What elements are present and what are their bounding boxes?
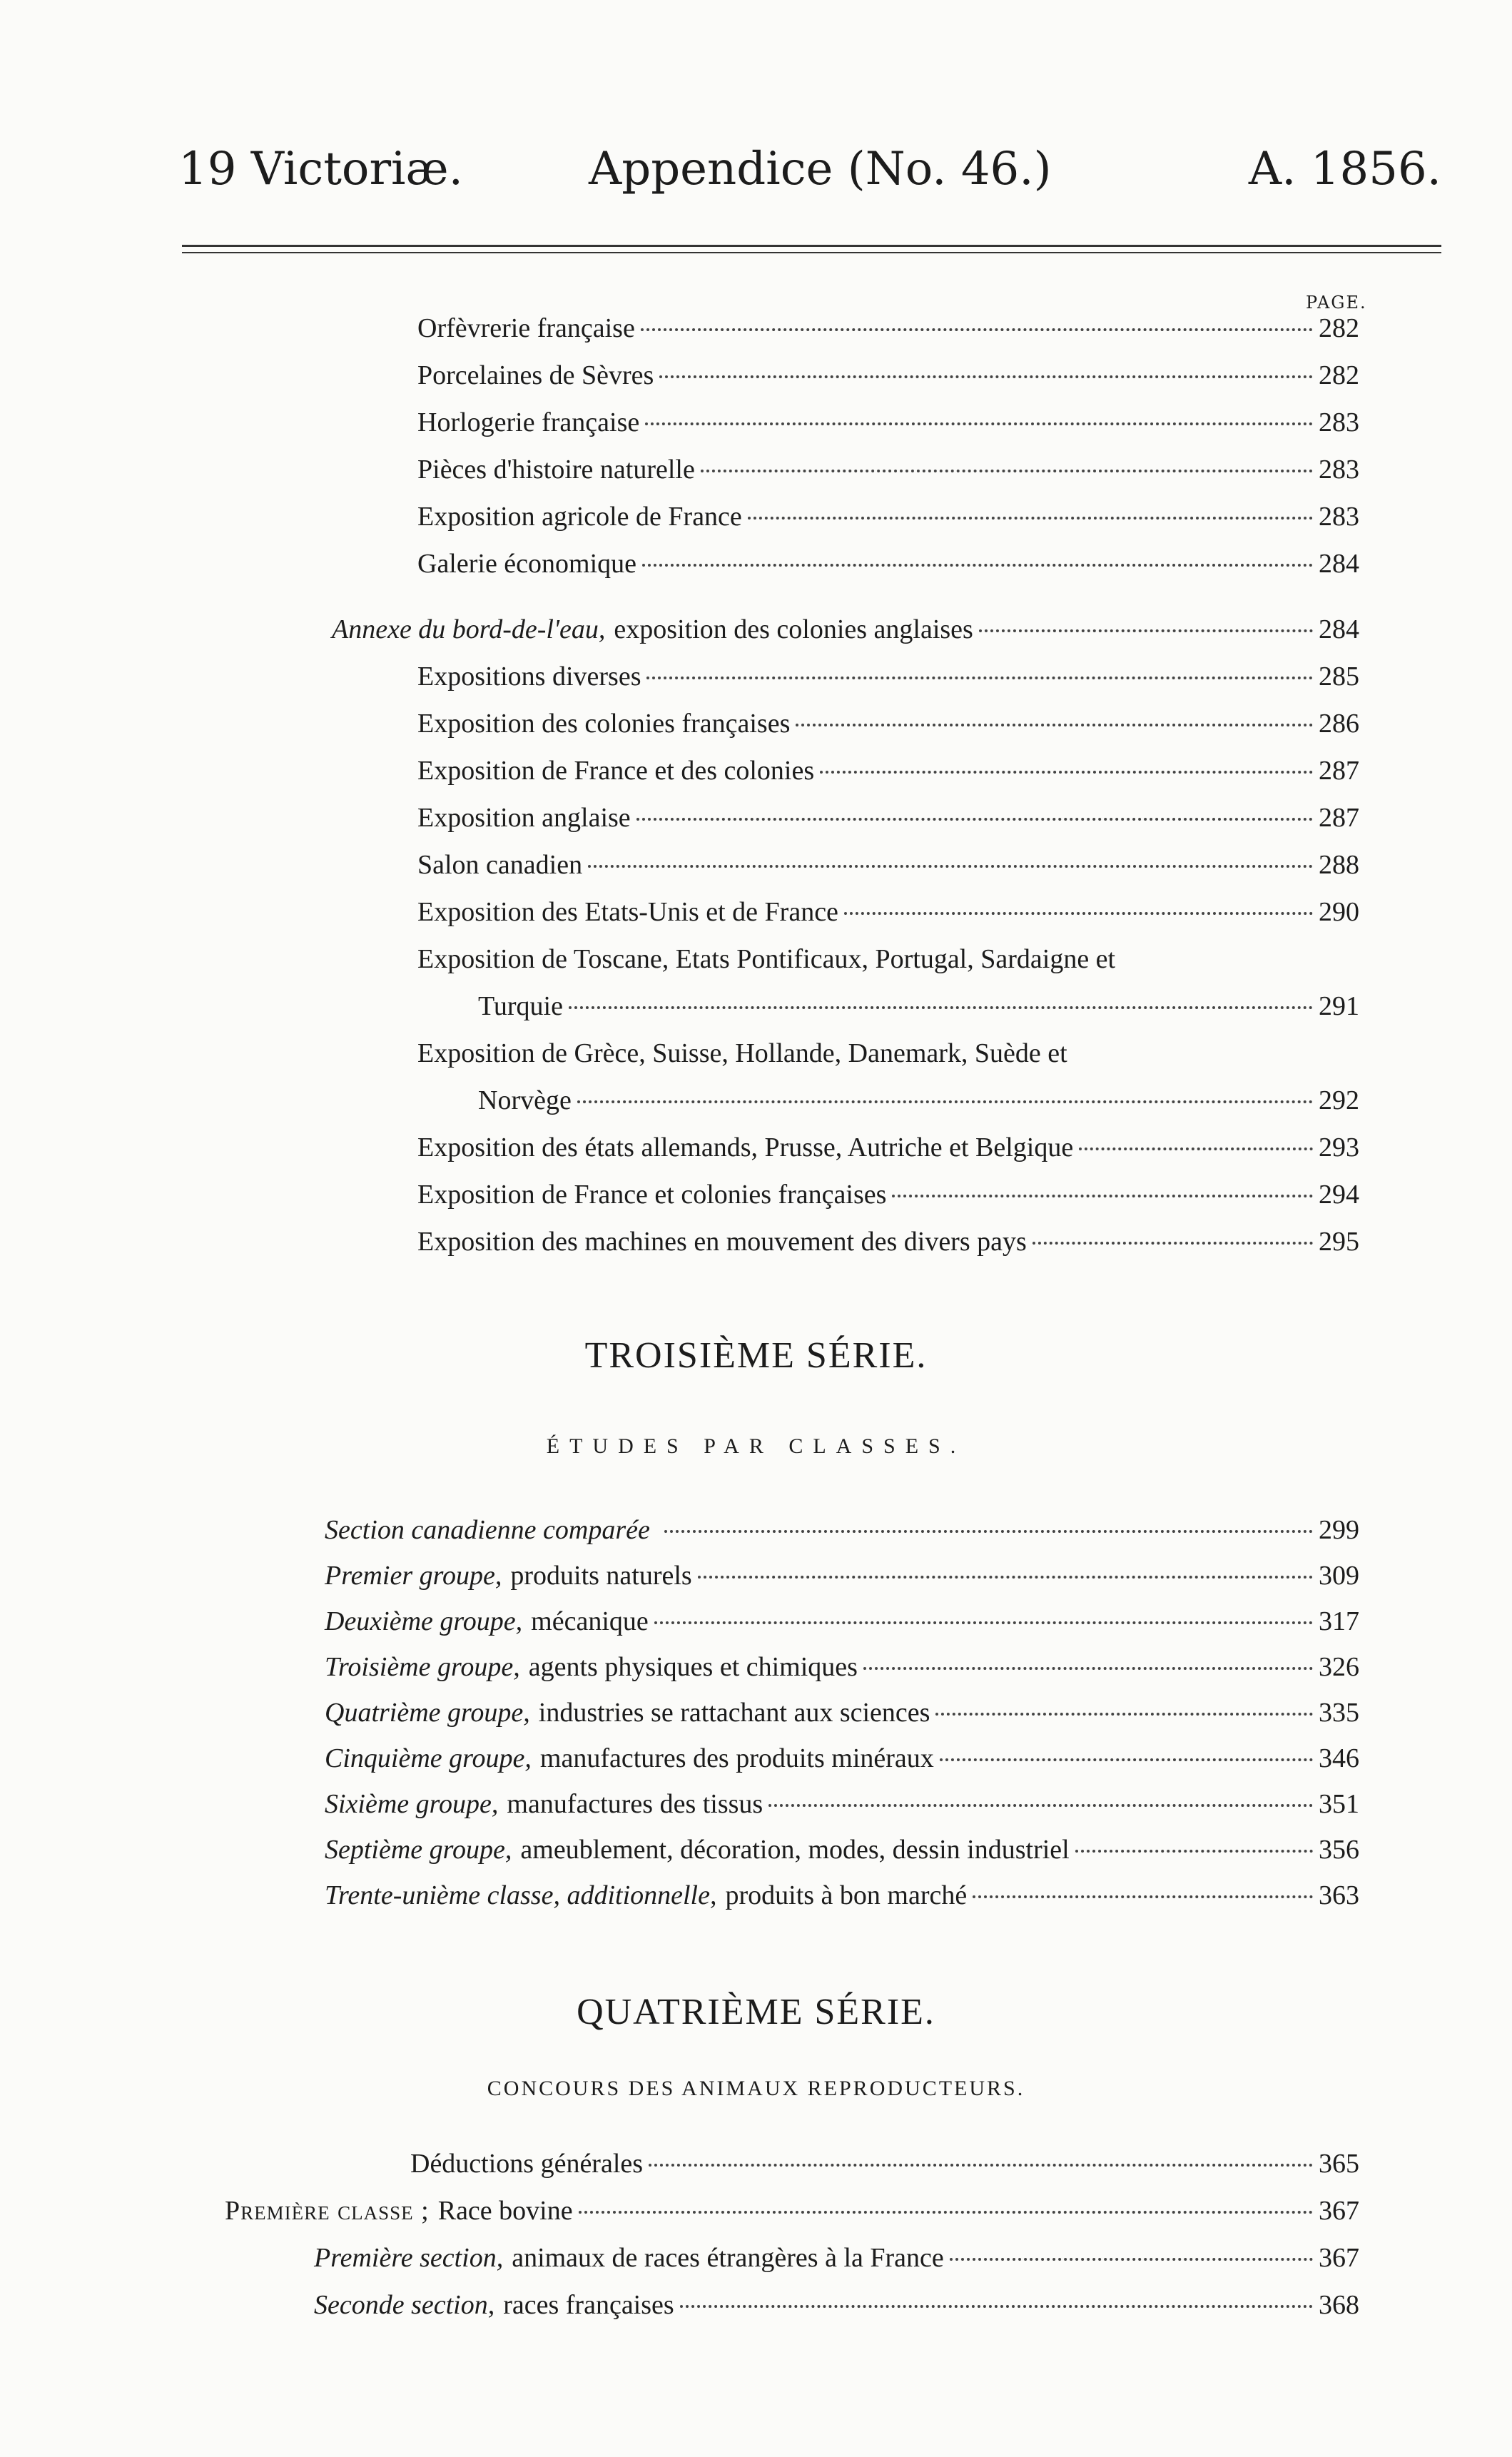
toc-entry <box>417 802 1359 848</box>
dot-leader <box>1075 1850 1313 1853</box>
toc-entry-italic: Seconde section, <box>314 2290 495 2320</box>
toc-entry-text: produits naturels <box>510 1561 692 1591</box>
toc-entry <box>417 501 1359 547</box>
toc-page-number: 367 <box>1319 2243 1359 2273</box>
toc-entry-line2 <box>478 991 1359 1036</box>
toc-entry-text: Expositions diverses <box>417 662 641 691</box>
running-header <box>178 143 1441 214</box>
section-title-troisieme: TROISIÈME SÉRIE. <box>584 1335 928 1376</box>
toc-entry-italic: Première section, <box>314 2243 504 2273</box>
toc-entry-line1: Exposition de Toscane, Etats Pontificaux, Portugal, Sardaigne et <box>417 944 1116 974</box>
toc-entry-italic: Quatrième groupe, <box>325 1698 530 1728</box>
toc-entry <box>325 1514 1359 1560</box>
toc-entry-text: manufactures des produits minéraux <box>539 1743 934 1773</box>
toc-entry <box>325 1560 1359 1606</box>
toc-entry <box>410 2148 1359 2194</box>
dot-leader <box>579 2211 1313 2214</box>
dot-leader <box>664 1530 1313 1533</box>
toc-entry-text: mécanique <box>531 1606 649 1636</box>
toc-entry <box>417 360 1359 405</box>
toc-page-number: 368 <box>1319 2290 1359 2320</box>
toc-entry-text: Exposition des Etats-Unis et de France <box>417 897 838 927</box>
dot-leader <box>577 1100 1313 1103</box>
dot-leader <box>701 470 1313 472</box>
dot-leader <box>569 1006 1313 1009</box>
toc-entry-italic: Cinquième groupe, <box>325 1743 532 1773</box>
toc-page-number: 309 <box>1319 1561 1359 1591</box>
toc-entry <box>417 755 1359 801</box>
toc-page-number: 283 <box>1319 407 1359 437</box>
dot-leader <box>642 564 1313 567</box>
toc-entry <box>325 1788 1359 1834</box>
toc-page-number: 363 <box>1319 1880 1359 1910</box>
dot-leader <box>680 2305 1313 2308</box>
header-rule <box>182 245 1441 247</box>
toc-page-number: 287 <box>1319 803 1359 833</box>
dot-leader <box>649 2164 1313 2167</box>
toc-entry-text: races françaises <box>503 2290 674 2320</box>
toc-entry-text: agents physiques et chimiques <box>528 1652 858 1682</box>
toc-page-number: 295 <box>1319 1227 1359 1257</box>
toc-entry <box>417 708 1359 754</box>
toc-entry <box>417 1132 1359 1177</box>
toc-page-number: 282 <box>1319 313 1359 343</box>
toc-entry <box>417 661 1359 706</box>
dot-leader <box>820 771 1313 774</box>
toc-entry-text: Exposition agricole de France <box>417 502 742 532</box>
toc-page-number: 286 <box>1319 709 1359 739</box>
dot-leader <box>645 422 1313 425</box>
dot-leader <box>863 1667 1313 1670</box>
toc-entry-line2 <box>478 1085 1359 1130</box>
toc-entry <box>325 1697 1359 1743</box>
toc-entry-italic: Sixième groupe, <box>325 1789 499 1819</box>
dot-leader <box>748 517 1313 520</box>
toc-entry-italic: Section canadienne comparée <box>325 1515 650 1545</box>
toc-entry-text: ameublement, décoration, modes, dessin industriel <box>520 1835 1070 1865</box>
toc-page-number: 293 <box>1319 1133 1359 1162</box>
toc-entry <box>325 1606 1359 1651</box>
toc-entry-text: Porcelaines de Sèvres <box>417 360 654 390</box>
toc-entry <box>325 1880 1359 1925</box>
header-year: A. 1856. <box>1248 143 1441 196</box>
section-subtitle-troisieme: ÉTUDES PAR CLASSES. <box>546 1434 966 1458</box>
dot-leader <box>636 818 1313 821</box>
toc-page-number: 346 <box>1319 1743 1359 1773</box>
dot-leader <box>973 1895 1313 1898</box>
dot-leader <box>935 1713 1313 1716</box>
dot-leader <box>950 2258 1313 2261</box>
toc-entry <box>325 1834 1359 1880</box>
toc-entry-text: Déductions générales <box>410 2149 644 2179</box>
toc-entry-smallcaps: Première classe ; <box>225 2196 430 2226</box>
toc-entry-text: Race bovine <box>437 2196 573 2226</box>
toc-entry-class <box>225 2195 1359 2241</box>
toc-page-number: 351 <box>1319 1789 1359 1819</box>
toc-page-number: 326 <box>1319 1652 1359 1682</box>
dot-leader <box>892 1195 1313 1197</box>
toc-entry <box>417 1226 1359 1272</box>
dot-leader <box>979 629 1313 632</box>
toc-entry-annexe <box>332 614 1359 659</box>
dot-leader <box>659 375 1313 378</box>
dot-leader <box>654 1621 1313 1624</box>
toc-entry-text: Exposition de France et des colonies <box>417 756 815 786</box>
toc-entry <box>325 1743 1359 1788</box>
toc-entry-text: Exposition des machines en mouvement des divers pays <box>417 1227 1027 1257</box>
toc-entry <box>417 548 1359 594</box>
toc-entry-text: Horlogerie française <box>417 407 640 437</box>
toc-page-number: 299 <box>1319 1515 1359 1545</box>
toc-entry-text: Orfèvrerie française <box>417 313 635 343</box>
toc-page-number: 282 <box>1319 360 1359 390</box>
toc-entry <box>314 2242 1359 2288</box>
toc-entry-italic: Septième groupe, <box>325 1835 512 1865</box>
toc-page-number: 283 <box>1319 455 1359 485</box>
toc-entry <box>417 849 1359 895</box>
toc-page-number: 317 <box>1319 1606 1359 1636</box>
dot-leader <box>588 865 1313 868</box>
header-rule-second <box>182 252 1441 253</box>
toc-entry-text: Exposition des états allemands, Prusse, Autriche et Belgique <box>417 1133 1074 1162</box>
toc-entry-text: produits à bon marché <box>725 1880 968 1910</box>
toc-page-number: 335 <box>1319 1698 1359 1728</box>
toc-page-number: 287 <box>1319 756 1359 786</box>
toc-entry-line1: Exposition de Grèce, Suisse, Hollande, Danemark, Suède et <box>417 1038 1067 1068</box>
section-subtitle-quatrieme: CONCOURS DES ANIMAUX REPRODUCTEURS. <box>487 2077 1025 2100</box>
toc-page-number: 284 <box>1319 614 1359 644</box>
toc-entry-italic: Premier groupe, <box>325 1561 502 1591</box>
toc-entry-text: animaux de races étrangères à la France <box>512 2243 944 2273</box>
toc-page-number: 291 <box>1319 991 1359 1021</box>
toc-entry-text: Exposition des colonies françaises <box>417 709 791 739</box>
toc-entry <box>314 2289 1359 2335</box>
page-column-label: PAGE. <box>1306 293 1367 313</box>
toc-entry-text: Turquie <box>478 991 563 1021</box>
toc-page-number: 288 <box>1319 850 1359 880</box>
dot-leader <box>1032 1242 1313 1245</box>
toc-entry-italic: Deuxième groupe, <box>325 1606 523 1636</box>
toc-entry <box>417 407 1359 452</box>
toc-page-number: 292 <box>1319 1085 1359 1115</box>
dot-leader <box>1079 1148 1313 1150</box>
header-volume: 19 Victoriæ. <box>178 143 463 196</box>
toc-entry <box>325 1651 1359 1697</box>
section-title-quatrieme: QUATRIÈME SÉRIE. <box>577 1992 935 2032</box>
toc-entry-text: Norvège <box>478 1085 572 1115</box>
toc-page-number: 367 <box>1319 2196 1359 2226</box>
toc-page-number: 294 <box>1319 1180 1359 1210</box>
dot-leader <box>768 1804 1313 1807</box>
toc-entry-text: Salon canadien <box>417 850 583 880</box>
toc-page-number: 283 <box>1319 502 1359 532</box>
dot-leader <box>796 724 1313 726</box>
toc-entry-italic: Troisième groupe, <box>325 1652 520 1682</box>
toc-entry <box>417 1179 1359 1225</box>
toc-page-number: 284 <box>1319 549 1359 579</box>
toc-entry-italic: Trente-unième classe, additionnelle, <box>325 1880 717 1910</box>
toc-entry-text: Exposition de France et colonies françaises <box>417 1180 887 1210</box>
dot-leader <box>698 1576 1313 1579</box>
toc-entry-text: Galerie économique <box>417 549 637 579</box>
toc-entry-text: manufactures des tissus <box>507 1789 763 1819</box>
toc-page-number: 365 <box>1319 2149 1359 2179</box>
dot-leader <box>940 1758 1313 1761</box>
toc-entry-text: industries se rattachant aux sciences <box>538 1698 930 1728</box>
toc-entry <box>417 454 1359 500</box>
dot-leader <box>641 328 1313 331</box>
toc-entry <box>417 896 1359 942</box>
toc-page-number: 356 <box>1319 1835 1359 1865</box>
dot-leader <box>646 677 1313 679</box>
toc-entry <box>417 313 1359 358</box>
header-appendix: Appendice (No. 46.) <box>589 143 1052 196</box>
dot-leader <box>844 912 1313 915</box>
toc-entry-text: exposition des colonies anglaises <box>614 614 973 644</box>
toc-entry-text: Pièces d'histoire naturelle <box>417 455 695 485</box>
toc-page-number: 285 <box>1319 662 1359 691</box>
toc-entry-italic: Annexe du bord-de-l'eau, <box>332 614 606 644</box>
toc-entry-text: Exposition anglaise <box>417 803 631 833</box>
toc-page-number: 290 <box>1319 897 1359 927</box>
